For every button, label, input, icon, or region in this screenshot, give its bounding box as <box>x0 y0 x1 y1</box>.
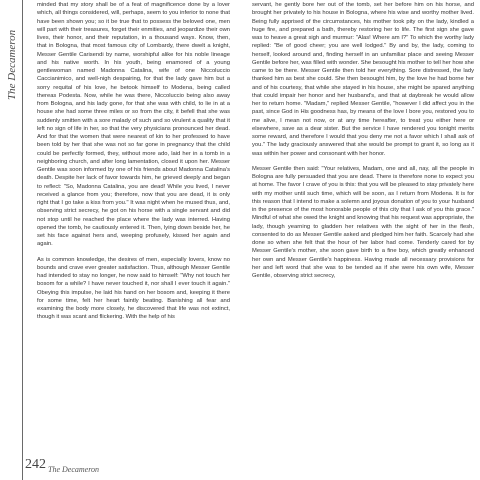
right-column <box>252 1 474 471</box>
page-footer <box>25 456 99 473</box>
running-head: The Decameron <box>6 29 18 100</box>
page-number: 242 <box>25 457 46 472</box>
paragraph: servant, he gently bore her out of the tomb, set her before him on his horse, and brought her privately to his house in Bologna, where his wise and worthy mother lived. Being fully apprised of the circumstances, his mother took pity on the lady, kindled a huge fire, and prepared a bath, thereby restoring her to life. The first sign she gave was to heave a great sigh and murmur: "Alas! Where am I?" To which the worthy lady replied: "Be of good cheer; you are well lodged." By and by, the lady, coming to herself, looked around and, finding herself in an unfamiliar place and seeing Messer Gentile before her, was filled with wonder. She besought his mother to tell her how she came to be there. Messer Gentile then told her everything. Sore distressed, the lady thanked him as best she could. She then besought him, by the love he had borne her and of his courtesy, that while she stayed in his house, she might be spared anything that could impair her honor and her husband's, and that at daybreak he would allow her to return home. "Madam," replied Messer Gentile, "however I did affect you in the past, since God in His goodness has, by means of the love I bore you, restored you to me alive, I mean not now, or at any time hereafter, to treat you either here or elsewhere, save as a dear sister. But the service I have rendered you tonight merits some reward, and therefore I would that you deny me not a favor which I shall ask of you." The lady graciously answered that she would be prompt to grant it, so long as it was within her power and consonant with her honor. <box>252 2 474 157</box>
footer-book-title: The Decameron <box>48 465 100 474</box>
paragraph: As is common knowledge, the desires of men, especially lovers, know no bounds and crave ever greater satisfaction. Thus, although Messer Gentile had intended to stay no longer, he now said to himself: "Why not touch her bosom for a while? I have never touched it, nor shall I ever touch it again." Obeying this impulse, he laid his hand on her bosom and, keeping it there for some time, felt her heart faintly beating. Banishing all fear and examining the body more closely, he discovered that life was not extinct, though it was scant and flickering. With the help of his <box>37 256 230 321</box>
left-column <box>37 1 230 471</box>
paragraph: Messer Gentile then said: "Your relatives, Madam, one and all, nay, all the people in Bologna are fully persuaded that you are dead. There is therefore none to expect you at home. The favor I crave of you is this: that you will be pleased to stay privately here with my mother until such time, which will be soon, as I return from Modena. It is for this reason that I intend to make a solemn and joyous donation of you to your husband in the presence of the most honorable people of this city that I ask of you this grace." Mindful of what she owed the knight and knowing that his request was appropriate, the lady, though yearning to gladden her relatives with the sight of her in the flesh, consented to do as Messer Gentile asked and pledged him her faith. Scarcely had she done so when she felt that the hour of her labor had come. Tenderly cared for by Messer Gentile's mother, she soon gave birth to a fine boy, which greatly enhanced her own and Messer Gentile's happiness. Having made all necessary provisions for her and left word that she was to be tended as if she were his own wife, Messer Gentile, observing strict secrecy, <box>252 165 474 279</box>
paragraph: minded that my story shall be of a feat of magnificence done by a lover which, all things considered, will, perhaps, seem to you inferior to none that have been shown you; so it be true that to possess the beloved one, men will part with their treasures, forget their enmities, and jeopardize their own lives, their honor, and their reputation, in a thousand ways. Know, then, that in Bologna, that most famous city of Lombardy, there dwelt a knight, Messer Gentile Carisendi by name, worshipful alike for his noble lineage and his native worth. In his youth, being enamored of a young gentlewoman named Madonna Catalina, wife of one Niccoluccio Caccianimico, and well-nigh despairing, for that the lady gave him but a sorry requital of his love, he betook himself to Modena, being called thereas Podesta. Now, while he was there, Niccoluccio being also away from Bologna, and his lady gone, for that she was with child, to lie in at a house she had some three miles or so from the city, it befell that she was suddenly smitten with a sore malady of such and so virulent a quality that it left no sign of life in her, so that the very physicians pronounced her dead. And for that the women that were nearest of kin to her professed to have been told by her that she was not so far gone in pregnancy that the child could be perfectly formed, they, without more ado, laid her in a tomb in a neighboring church, and after long lamentation, closed it upon her. Messer Gentile was soon informed by one of his friends about Madonna Catalina's death. Despite her lack of favor towards him, he grieved deeply and began to reflect: "So, Madonna Catalina, you are dead! While you lived, I never received a glance from you; therefore, now that you are dead, it is only right that I go take a kiss from you." It was night when he mused thus, and, observing strict secrecy, he got on his horse with a single servant and did not stop until he reached the place where the lady was interred. Having opened the tomb, he cautiously entered it. Then, lying down beside her, he set his face against hers and, weeping profusely, kissed her again and again. <box>37 2 230 248</box>
margin-rule <box>22 0 23 480</box>
